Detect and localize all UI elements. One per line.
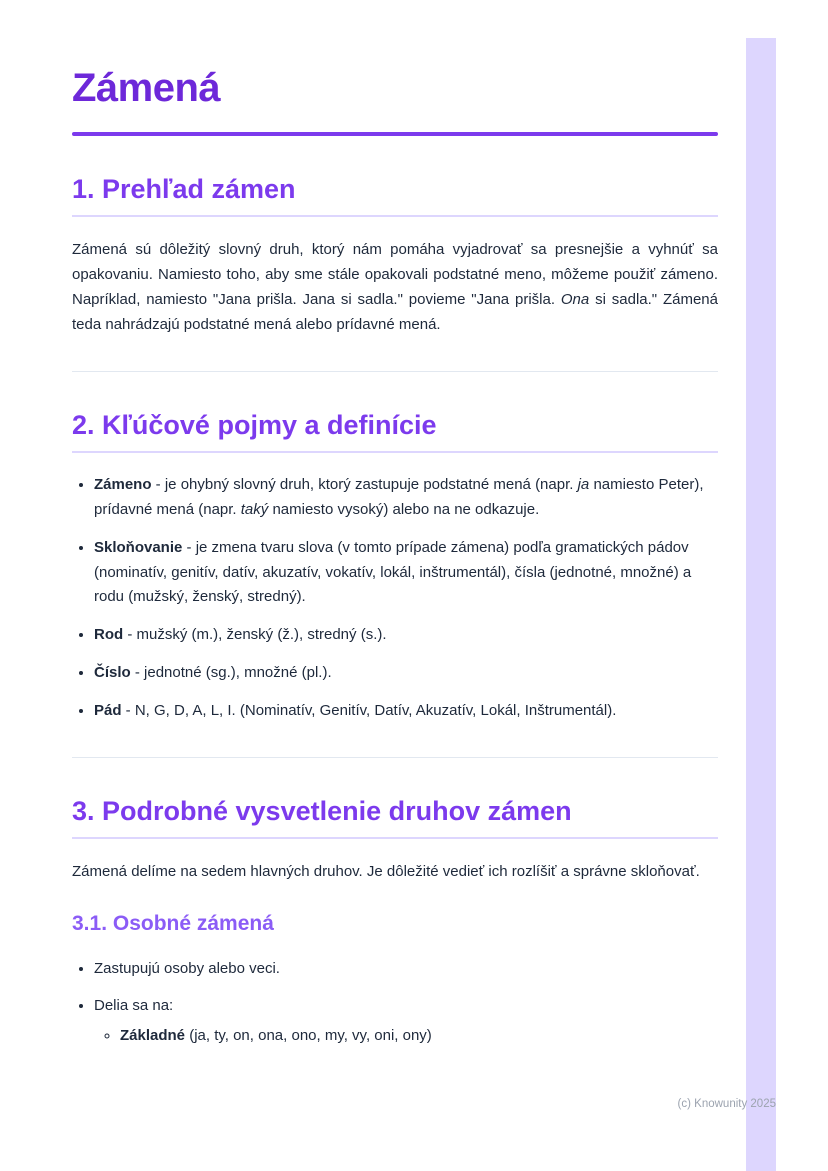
definition-segment: - N, G, D, A, L, I. (Nominatív, Genitív, Datív, Akuzatív, Lokál, Inštrumentál). xyxy=(121,701,617,719)
definition-segment: - je zmena tvaru slova (v tomto prípade zámena) podľa gramatických pádov (nominatív, genitív, datív, akuzatív, vokatív, lokál, inštrumentál), čísla (jednotné, množné) a rodu (mužský, ženský, stredný). xyxy=(94,538,692,606)
page-content xyxy=(72,0,718,1049)
section-3-intro: Zámená delíme na sedem hlavných druhov. Je dôležité vedieť ich rozlíšiť a správne skloňovať. xyxy=(72,863,700,881)
term-label: Zámeno xyxy=(94,476,152,494)
paragraph-segment: Zámená sú dôležitý slovný druh, ktorý nám pomáha vyjadrovať sa presnejšie a vyhnúť sa opakovaniu. Namiesto toho, aby sme stále opakovali podstatné meno, môžeme použiť zámeno. Napríklad, namiesto "Jana prišla. Jana si sadla." povieme "Jana prišla. xyxy=(72,241,718,309)
section-prehlad-zamen xyxy=(72,174,718,337)
title-divider xyxy=(72,132,718,136)
sub-list xyxy=(94,1024,718,1049)
list-item xyxy=(94,994,718,1049)
right-accent-stripe xyxy=(746,38,776,1171)
definition-segment: (ja, ty, on, ona, ono, my, vy, oni, ony) xyxy=(185,1027,432,1045)
osobne-zamena-list xyxy=(72,957,718,1049)
definitions-list xyxy=(72,473,718,723)
list-item: • Zastupujú osoby alebo veci. xyxy=(94,957,718,982)
term-label: Pád xyxy=(94,701,122,719)
section-divider xyxy=(72,371,718,372)
section-1-underline xyxy=(72,215,718,217)
list-item-sklonovanie xyxy=(94,536,718,610)
list-item-rod xyxy=(94,623,718,648)
italic-word: taký xyxy=(240,501,269,519)
list-item-zameno xyxy=(94,473,718,523)
italic-word: Ona xyxy=(560,291,590,309)
definition-segment: - jednotné (sg.), množné (pl.). xyxy=(130,663,332,681)
definition-segment: namiesto vysoký) alebo na ne odkazuje. xyxy=(268,501,540,519)
section-1-paragraph xyxy=(72,237,718,337)
section-1-heading: 1. Prehľad zámen xyxy=(72,174,296,204)
italic-word: ja xyxy=(577,476,590,494)
section-3-heading: 3. Podrobné vysvetlenie druhov zámen xyxy=(72,796,572,827)
section-klucove-pojmy xyxy=(72,410,718,723)
definition-segment: - je ohybný slovný druh, ktorý zastupuje podstatné mená (napr. xyxy=(151,476,578,494)
term-label: Číslo xyxy=(94,663,131,681)
footer-credit: (c) Knowunity 2025 xyxy=(677,1098,776,1110)
section-2-heading: 2. Kľúčové pojmy a definície xyxy=(72,410,437,441)
list-item-cislo xyxy=(94,661,718,686)
subsection-3-1-heading: 3.1. Osobné zámená xyxy=(72,912,274,936)
page-title: Zámená xyxy=(72,66,221,110)
term-label: Rod xyxy=(94,626,124,644)
term-label: Základné xyxy=(120,1027,186,1045)
list-item-text: Delia sa na: xyxy=(94,997,174,1015)
term-label: Skloňovanie xyxy=(94,538,183,556)
list-item-pad xyxy=(94,699,718,724)
section-3-underline xyxy=(72,837,718,839)
section-2-underline xyxy=(72,451,718,453)
sub-list-item xyxy=(120,1024,718,1049)
section-divider xyxy=(72,757,718,758)
definition-segment: - mužský (m.), ženský (ž.), stredný (s.). xyxy=(123,626,387,644)
paragraph-segment: si sadla." Zámená teda nahrádzajú podstatné mená alebo prídavné mená. xyxy=(72,291,718,334)
definition-segment: namiesto Peter), prídavné mená (napr. xyxy=(94,476,704,519)
section-podrobne-vysvetlenie xyxy=(72,796,718,1048)
